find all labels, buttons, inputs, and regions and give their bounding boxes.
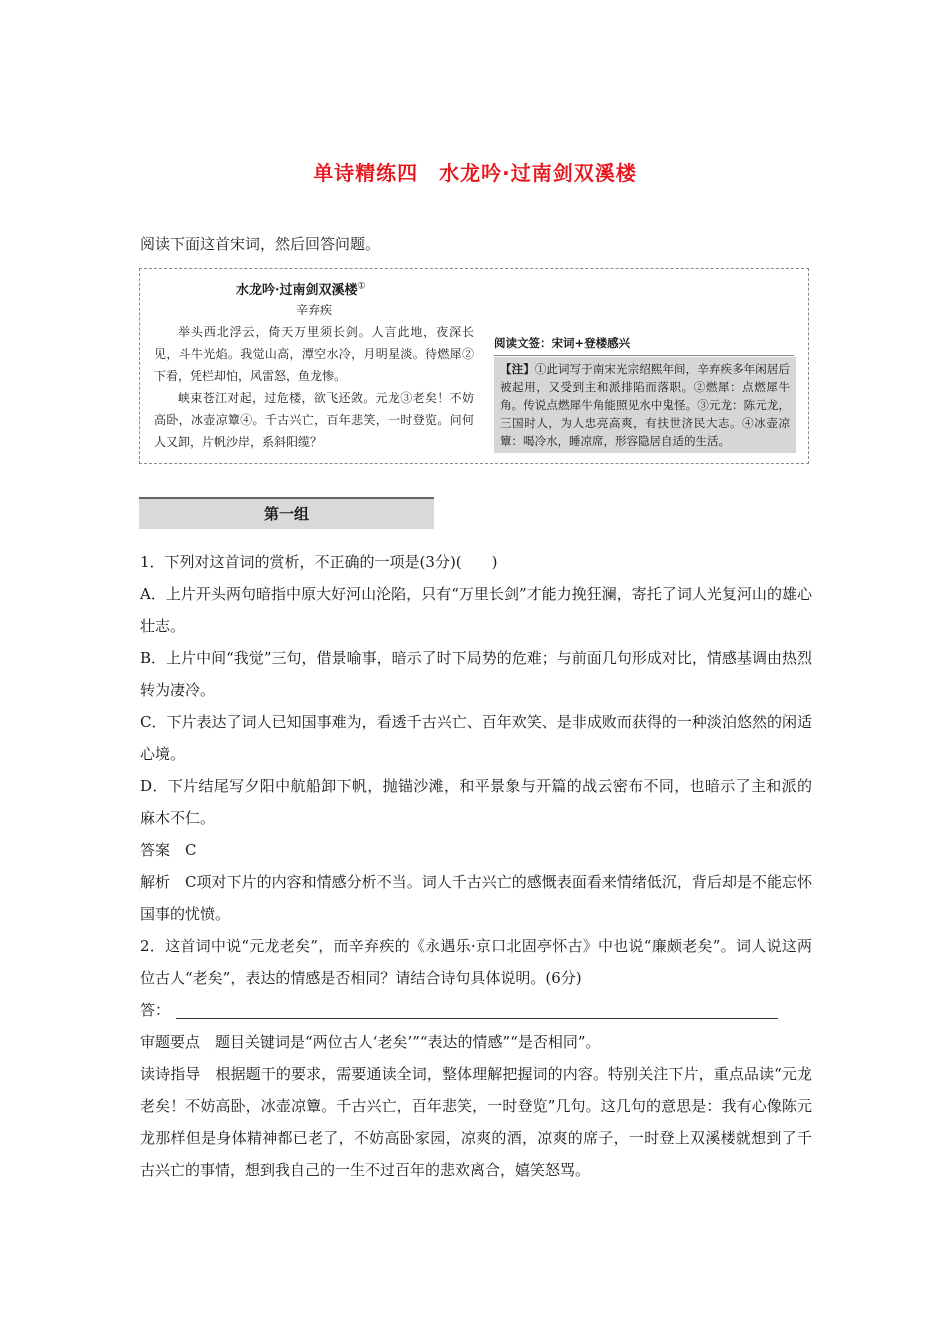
group-header: 第一组 xyxy=(139,497,434,529)
q1-option-d: D．下片结尾写夕阳中航船卸下帆，抛锚沙滩，和平景象与开篇的战云密布不同，也暗示了主和派的麻木不仁。 xyxy=(140,777,812,827)
poem-title-text: 水龙吟·过南剑双溪楼 xyxy=(236,283,358,298)
q2-key-points: 审题要点 题目关键词是“两位古人‘老矣’”“表达的情感”“是否相同”。 xyxy=(140,1033,601,1051)
poem-box xyxy=(139,268,809,464)
q1-stem: 1．下列对这首词的赏析，不正确的一项是(3分)( ) xyxy=(140,553,498,571)
q1-analysis: 解析 C项对下片的内容和情感分析不当。词人千古兴亡的感慨表面看来情绪低沉，背后却是不能忘怀国事的忧愤。 xyxy=(140,873,812,923)
q2-answer-row xyxy=(140,994,812,1026)
note-label: 【注】 xyxy=(500,362,535,376)
q1-option-b: B．上片中间“我觉”三句，借景喻事，暗示了时下局势的危难；与前面几句形成对比，情感基调由热烈转为凄冷。 xyxy=(140,649,812,699)
poem-title xyxy=(236,279,366,298)
q2-answer-label: 答： xyxy=(140,1001,171,1019)
poem-body xyxy=(154,321,474,453)
poem-title-note-marker: ① xyxy=(357,281,366,292)
intro-text: 阅读下面这首宋词，然后回答问题。 xyxy=(140,235,381,253)
q1-answer: 答案 C xyxy=(140,841,197,859)
q2-stem: 2．这首词中说“元龙老矣”，而辛弃疾的《永遇乐·京口北固亭怀古》中也说“廉颇老矣”。词人说这两位古人“老矣”，表达的情感是否相同？请结合诗句具体说明。(6分) xyxy=(140,937,812,987)
poem-author: 辛弃疾 xyxy=(296,303,333,317)
page-title: 单诗精练四 水龙吟·过南剑双溪楼 xyxy=(313,161,637,185)
note-text: ①此词写于南宋光宗绍熙年间，辛弃疾多年闲居后被起用，又受到主和派排陷而落职。②燃犀：点燃犀牛角。传说点燃犀牛角能照见水中鬼怪。③元龙：陈元龙，三国时人，为人忠亮高爽，有扶世济民大志。④冰壶凉簟：喝冷水，睡凉席，形容隐居自适的生活。 xyxy=(500,362,790,448)
q1-option-a: A．上片开头两句暗指中原大好河山沦陷，只有“万里长剑”才能力挽狂澜，寄托了词人光复河山的雄心壮志。 xyxy=(140,585,812,635)
note-box xyxy=(494,357,796,453)
q2-guide: 读诗指导 根据题干的要求，需要通读全词，整体理解把握词的内容。特别关注下片，重点品读“元龙老矣！不妨高卧，冰壶凉簟。千古兴亡，百年悲笑，一时登览”几句。这几句的意思是：我有心像陈元龙那样但是身体精神都已老了，不妨高卧家园，凉爽的酒，凉爽的席子，一时登上双溪楼就想到了千古兴亡的事情，想到我自己的一生不过百年的悲欢离合，嬉笑怒骂。 xyxy=(140,1065,812,1179)
reading-label: 阅读文签：宋词+登楼感兴 xyxy=(494,335,794,356)
q1-option-c: C．下片表达了词人已知国事难为，看透千古兴亡、百年欢笑、是非成败而获得的一种淡泊悠然的闲适心境。 xyxy=(140,713,812,763)
question-content xyxy=(140,546,812,1186)
answer-line[interactable] xyxy=(176,998,778,1019)
poem-stanza-1: 举头西北浮云，倚天万里须长剑。人言此地，夜深长见，斗牛光焰。我觉山高，潭空水冷，月明星淡。待燃犀②下看，凭栏却怕，风雷怒，鱼龙惨。 xyxy=(154,325,474,383)
poem-stanza-2: 峡束苍江对起，过危楼，欲飞还敛。元龙③老矣！不妨高卧，冰壶凉簟④。千古兴亡，百年悲笑，一时登览。问何人又卸，片帆沙岸，系斜阳缆？ xyxy=(154,391,474,449)
